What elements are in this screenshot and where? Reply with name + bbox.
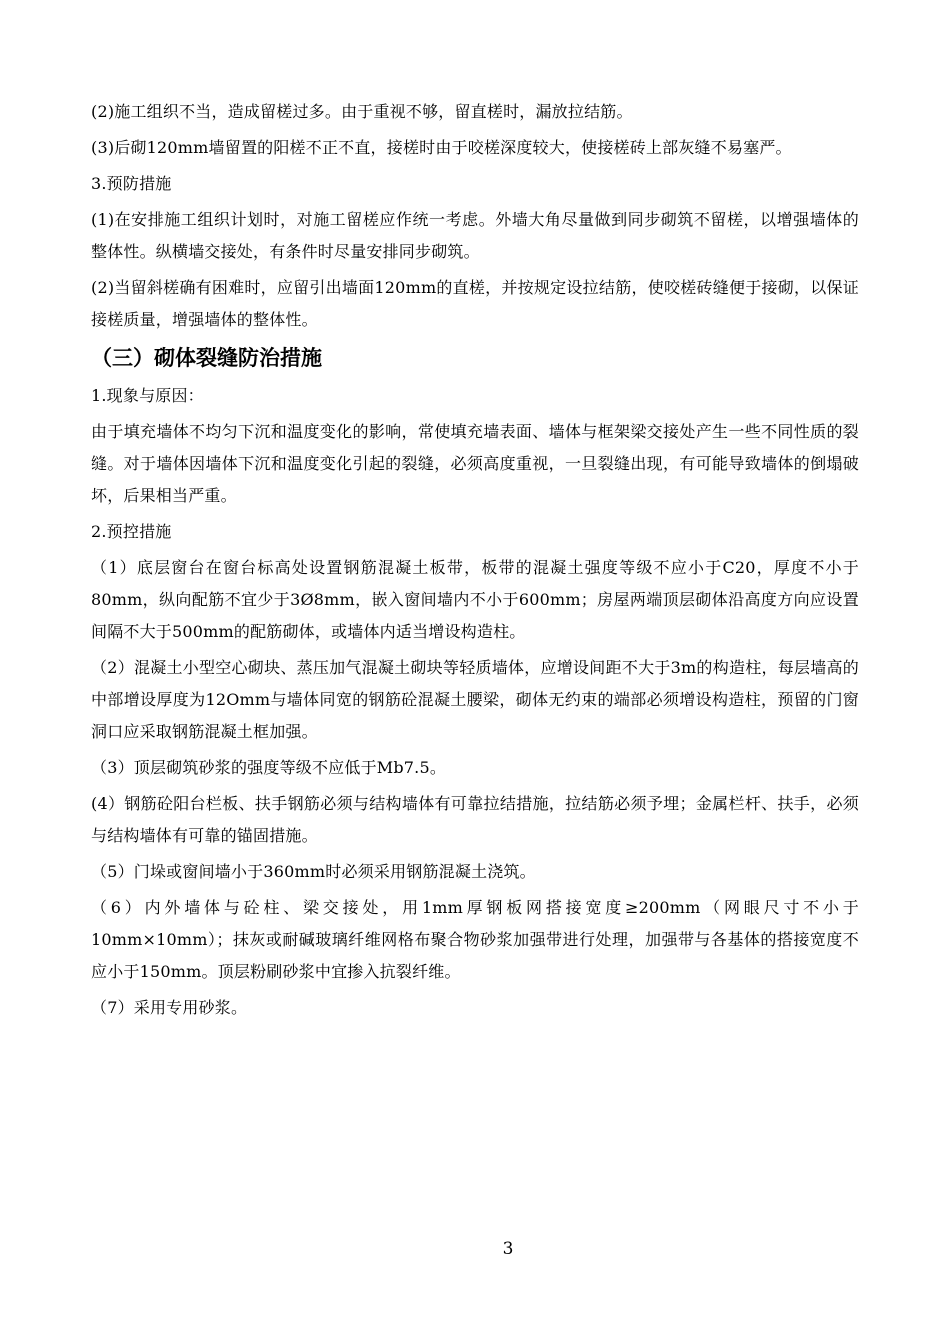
paragraph-measure-3: （3）顶层砌筑砂浆的强度等级不应低于Mb7.5。	[91, 758, 447, 777]
page-number: 3	[502, 1239, 514, 1259]
document-body	[91, 96, 859, 1024]
paragraph-3-cause: (3)后砌120mm墙留置的阳槎不正不直，接槎时由于咬槎深度较大，使接槎砖上部灰缝不易塞严。	[91, 138, 792, 157]
paragraph-prevention-1: (1)在安排施工组织计划时，对施工留槎应作统一考虑。外墙大角尽量做到同步砌筑不留槎，以增强墙体的整体性。纵横墙交接处，有条件时尽量安排同步砌筑。	[91, 210, 859, 261]
paragraph-measure-6: （6）内外墙体与砼柱、梁交接处，用1mm厚钢板网搭接宽度≥200mm（网眼尺寸不小于10mm×10mm）；抹灰或耐碱玻璃纤维网格布聚合物砂浆加强带进行处理，加强带与各基体的搭接宽度不应小于150mm。顶层粉刷砂浆中宜掺入抗裂纤维。	[91, 898, 859, 981]
section-heading-prevention: 3.预防措施	[91, 174, 172, 193]
paragraph-measure-7: （7）采用专用砂浆。	[91, 998, 248, 1017]
paragraph-measure-2: （2）混凝土小型空心砌块、蒸压加气混凝土砌块等轻质墙体，应增设间距不大于3m的构造柱，每层墙高的中部增设厚度为12Omm与墙体同宽的钢筋砼混凝土腰梁，砌体无约束的端部必须增设构造柱，预留的门窗洞口应采取钢筋混凝土框加强。	[91, 658, 859, 741]
paragraph-phenomenon: 由于填充墙体不均匀下沉和温度变化的影响，常使填充墙表面、墙体与框架梁交接处产生一些不同性质的裂缝。对于墙体因墙体下沉和温度变化引起的裂缝，必须高度重视，一旦裂缝出现，有可能导致墙体的倒塌破坏，后果相当严重。	[91, 422, 859, 505]
paragraph-2-cause: (2)施工组织不当，造成留槎过多。由于重视不够，留直槎时，漏放拉结筋。	[91, 102, 633, 121]
subheading-phenomenon: 1.现象与原因：	[91, 386, 204, 405]
paragraph-measure-5: （5）门垛或窗间墙小于360mm时必须采用钢筋混凝土浇筑。	[91, 862, 536, 881]
paragraph-measure-4: (4）钢筋砼阳台栏板、扶手钢筋必须与结构墙体有可靠拉结措施，拉结筋必须予埋；金属栏杆、扶手，必须与结构墙体有可靠的锚固措施。	[91, 794, 859, 845]
section-title-crack-prevention: （三）砌体裂缝防治措施	[91, 346, 322, 370]
subheading-control-measures: 2.预控措施	[91, 522, 172, 541]
paragraph-prevention-2: (2)当留斜槎确有困难时，应留引出墙面120mm的直槎，并按规定设拉结筋，使咬槎砖缝便于接砌，以保证接槎质量，增强墙体的整体性。	[91, 278, 859, 329]
paragraph-measure-1: （1）底层窗台在窗台标高处设置钢筋混凝土板带，板带的混凝土强度等级不应小于C20，厚度不小于80mm，纵向配筋不宜少于3Ø8mm，嵌入窗间墙内不小于600mm；房屋两端顶层砌体沿高度方向应设置间隔不大于500mm的配筋砌体，或墙体内适当增设构造柱。	[91, 558, 859, 641]
